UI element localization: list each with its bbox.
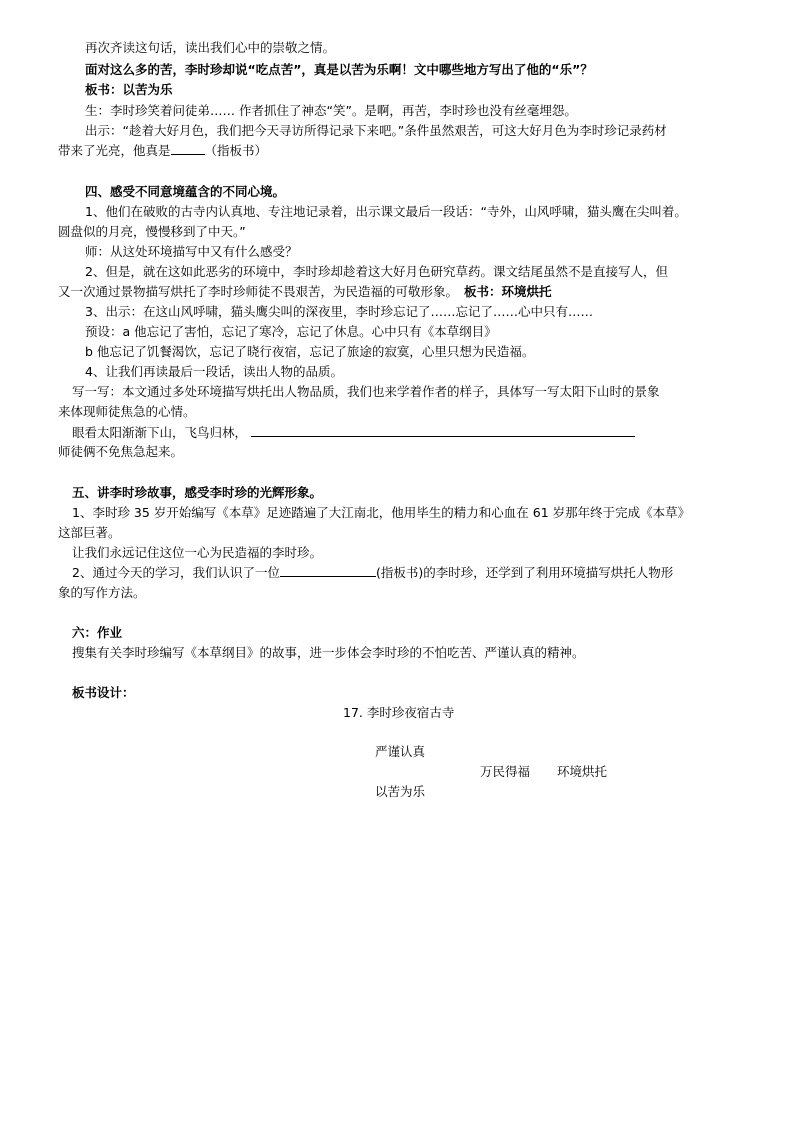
fill-blank (171, 154, 205, 155)
board-note: 板书：环境烘托 (464, 284, 552, 299)
text-segment: 眼看太阳渐渐下山，飞鸟归林， (72, 425, 248, 440)
paragraph-line (58, 141, 267, 160)
paragraph-line (58, 282, 552, 301)
section-heading: 六：作业 (72, 625, 123, 640)
text-segment: 2、通过今天的学习，我们认识了一位 (72, 565, 280, 580)
paragraph-line: 2、但是，就在这如此恶劣的环境中，李时珍却趁着这大好月色研究草药。课文结尾虽然不是直接写人，但 (85, 264, 668, 279)
paragraph-line: 生：李时珍笑着问徒弟…… 作者抓住了神态“笑”。是啊，再苦，李时珍也没有丝毫埋怨。 (85, 103, 577, 118)
fill-blank (280, 576, 376, 577)
paragraph-line: 出示：“趁着大好月色，我们把今天寻访所得记录下来吧。”条件虽然艰苦，可这大好月色为李时珍记录药材 (85, 123, 667, 138)
paragraph-line: 这部巨著。 (58, 525, 121, 540)
board-note: 板书：以苦为乐 (85, 82, 173, 97)
paragraph-line: 师：从这处环境描写中又有什么感受？ (85, 244, 298, 259)
paragraph-line (72, 563, 673, 582)
section-heading: 板书设计： (72, 685, 135, 700)
board-item: 环境烘托 (557, 764, 608, 779)
board-item: 万民得福 (480, 764, 531, 779)
paragraph-line: 象的写作方法。 (58, 585, 146, 600)
paragraph-line: b 他忘记了饥餐渴饮，忘记了晓行夜宿，忘记了旅途的寂寞，心里只想为民造福。 (85, 344, 535, 359)
paragraph-line: 搜集有关李时珍编写《本草纲目》的故事，进一步体会李时珍的不怕吃苦、严谨认真的精神。 (72, 645, 585, 660)
paragraph-line: 圆盘似的月亮，慢慢移到了中天。” (58, 224, 246, 239)
paragraph-line: 再次齐读这句话，读出我们心中的崇敬之情。 (85, 40, 336, 55)
section-heading: 五、讲李时珍故事，感受李时珍的光辉形象。 (72, 485, 323, 500)
text-segment: （指板书） (204, 143, 268, 158)
board-item: 严谨认真 (375, 744, 426, 759)
text-segment: 又一次通过景物描写烘托了李时珍师徒不畏艰苦，为民造福的可敬形象。 (58, 284, 459, 299)
board-title: 17. 李时珍夜宿古寺 (343, 705, 455, 720)
paragraph-line: 3、出示：在这山风呼啸，猫头鹰尖叫的深夜里，李时珍忘记了……忘记了……心中只有…… (85, 304, 593, 319)
paragraph-line: 让我们永远记住这位一心为民造福的李时珍。 (72, 545, 323, 560)
paragraph-line: 4、让我们再读最后一段话，读出人物的品质。 (85, 364, 343, 379)
paragraph-line: 1、李时珍 35 岁开始编写《本草》足迹踏遍了大江南北，他用毕生的精力和心血在 61 岁那年终于完成《本草》 (72, 505, 691, 520)
board-item: 以苦为乐 (375, 784, 426, 799)
paragraph-line (72, 423, 635, 442)
paragraph-line: 写一写：本文通过多处环境描写烘托出人物品质，我们也来学着作者的样子，具体写一写太阳下山时的景象 (72, 384, 660, 399)
paragraph-line: 1、他们在破败的古寺内认真地、专注地记录着，出示课文最后一段话：“寺外，山风呼啸，猫头鹰在尖叫着。 (85, 204, 687, 219)
paragraph-line: 预设：a 他忘记了害怕，忘记了寒冷，忘记了休息。心中只有《本草纲目》 (85, 324, 497, 339)
writing-blank (251, 436, 635, 437)
question-line: 面对这么多的苦，李时珍却说“吃点苦”，真是以苦为乐啊！文中哪些地方写出了他的“乐”？ (85, 62, 593, 77)
text-segment: 带来了光亮，他真是 (58, 143, 171, 158)
text-segment: (指板书)的李时珍，还学到了利用环境描写烘托人物形 (375, 565, 674, 580)
section-heading: 四、感受不同意境蕴含的不同心境。 (85, 184, 286, 199)
paragraph-line: 师徒俩不免焦急起来。 (58, 444, 184, 459)
paragraph-line: 来体现师徒焦急的心情。 (58, 404, 196, 419)
